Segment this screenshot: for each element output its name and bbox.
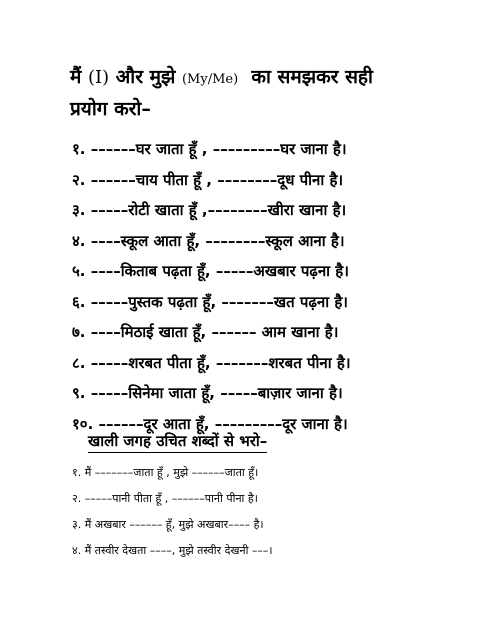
exercise-item: ७. ––––मिठाई खाता हूँ, –––––– आम खाना है।: [72, 323, 339, 341]
fill-item: २. –––––पानी पीता हूँ , ––––––पानी पीना है।: [72, 492, 258, 505]
exercise-item: ८. –––––शरबत पीता हूँ, –––––––शरबत पीना है।: [72, 353, 351, 372]
title-part-main: मैं: [70, 66, 82, 88]
exercise-item: ६. –––––पुस्तक पढ़ता हूँ, –––––––खत पढ़ना है।: [72, 292, 348, 311]
exercise-item: ३. –––––रोटी खाता हूँ ,––––––––खीरा खाना है।: [72, 201, 347, 219]
exercise-item: ५. ––––किताब पढ़ता हूँ, –––––अखबार पढ़ना है।: [72, 262, 349, 280]
title-pronoun-i: (I): [88, 67, 110, 88]
exercise-item: १०. ––––––दूर आता हूँ, –––––––––दूर जाना है।: [72, 414, 348, 433]
title-pronoun-my-me: (My/Me): [181, 72, 239, 87]
fill-item: ३. मैं अखबार –––––– हूँ, मुझे अखबार–––– है।: [72, 518, 264, 531]
fill-item: १. मैं –––––––जाता हूँ , मुझे ––––––जाता हूँ।: [72, 466, 259, 479]
exercise-list: [72, 134, 351, 439]
fill-item: ४. मैं तस्वीर देखता ––––, मुझे तस्वीर देखनी –––।: [72, 544, 273, 557]
worksheet-title-line2: प्रयोग करो–: [70, 98, 151, 120]
exercise-item: ४. ––––स्कूल आता हूँ, ––––––––स्कूल आना है।: [72, 231, 345, 250]
exercise-item: ९. –––––सिनेमा जाता हूँ, –––––बाज़ार जाना है।: [72, 384, 343, 402]
fill-in-blanks-heading: खाली जगह उचित शब्दों से भरो–: [88, 431, 267, 453]
title-part-instruction: का समझकर सही: [251, 66, 373, 88]
exercise-item: १. ––––––घर जाता हूँ , –––––––––घर जाना है।: [72, 140, 347, 158]
worksheet-title-line1: [70, 62, 470, 95]
fill-in-blanks-list: [72, 460, 273, 564]
title-part-and-me: और मुझे: [115, 66, 176, 88]
exercise-item: २. ––––––चाय पीता हूँ , ––––––––दूध पीना है।: [72, 170, 344, 189]
